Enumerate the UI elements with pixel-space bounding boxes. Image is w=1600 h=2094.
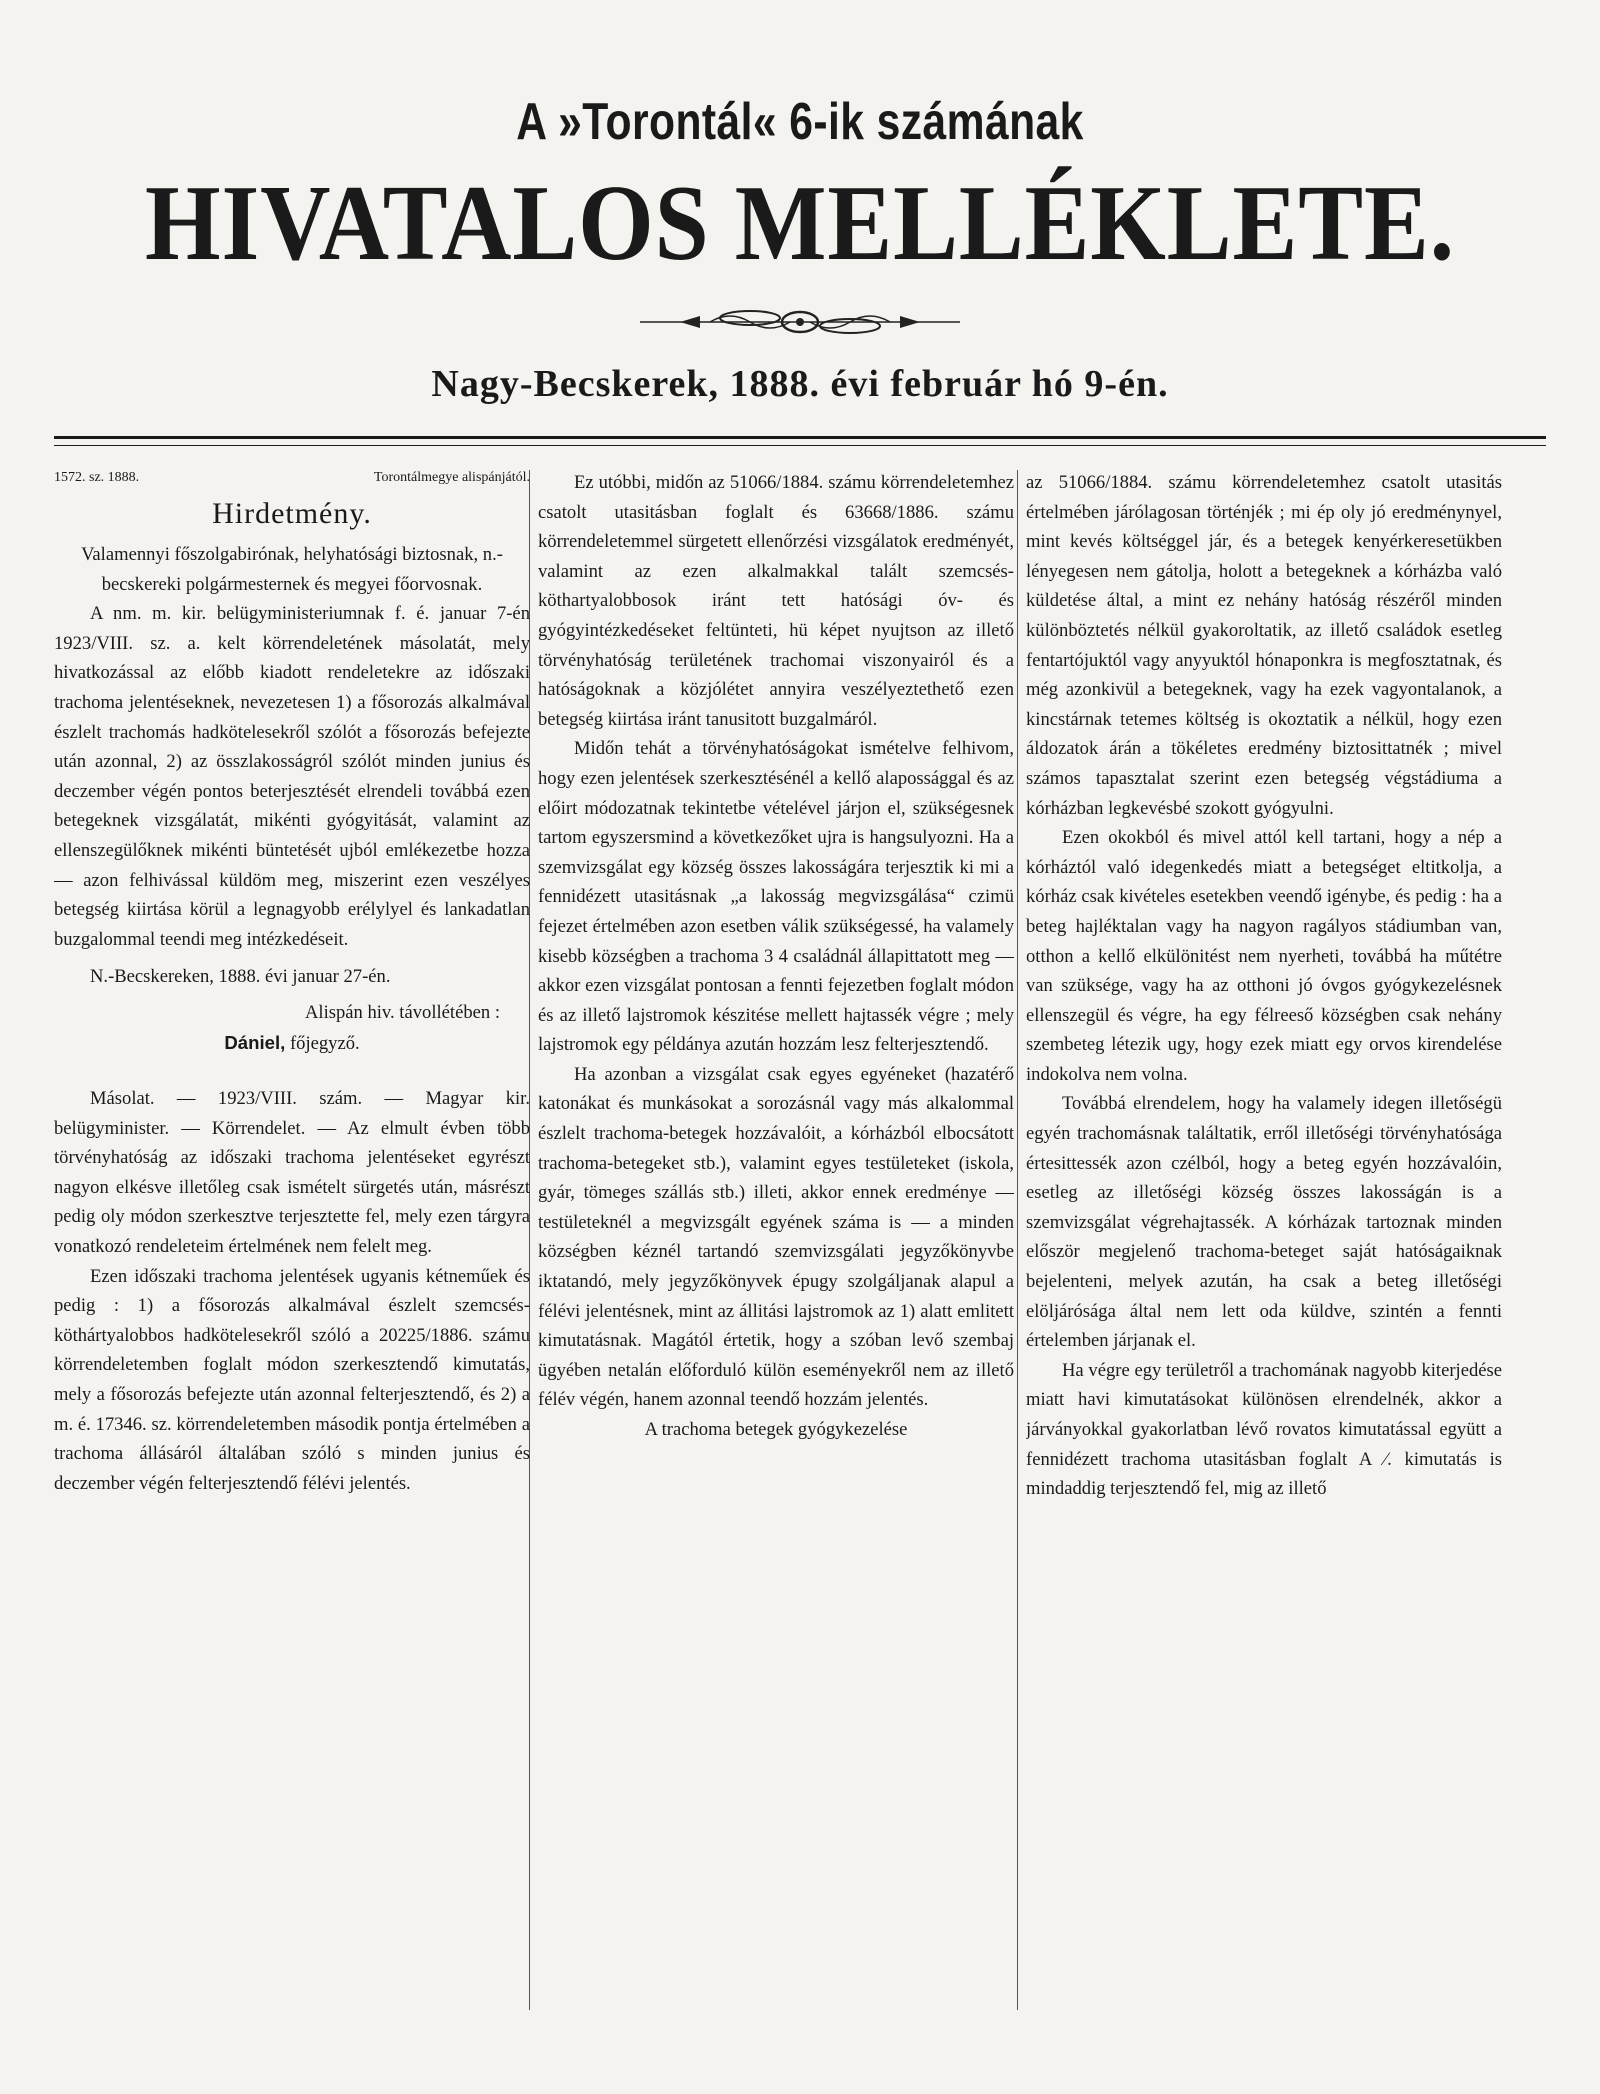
column-divider	[1017, 470, 1018, 2010]
signature-title: főjegyző.	[289, 1032, 360, 1054]
decree-paragraph: Ha azonban a vizsgálat csak egyes egyéneket (hazatérő katonákat és munkásokat a sorozásnál vagy más alkalommal észlelt trachoma-betegek hozzávalóit, a kórházból elbocsátott trachoma-betegeket stb.), valamint egyes testületeket (iskola, gyár, tömeges szállás stb.) illeti, akkor ennek eredménye — testületeknél a megvizsgált egyének száma is — a minden községben kéznél tartandó szemvizsgálati jegyzőkönyvbe iktatandó, mely jegyzőkönyvek épugy szolgáljanak alapul a félévi jelentésnek, mint az állitási lajstromok az 1) alatt emlitett kimutatásnak. Magától értetik, hogy a szóban levő szembaj ügyében netalán előforduló külön eseményekről nem az illető félév végén, hanem azonnal teendő hozzám jelentés.	[538, 1063, 1014, 1411]
copy-heading: Másolat. — 1923/VIII. szám. — Magyar kir. belügyminister. — Körrendelet. — Az elmult évben több törvényhatóság az időszaki trachoma jelentéseket egyrészt nagyon elkésve illetőleg csak ismételt sürgetés után, másrészt pedig oly módon szerkesztve terjesztette fel, mely ezen tárgyra vonatkozó rendeleteim értelmének nem felelt meg.	[54, 1088, 530, 1258]
reference-source: Torontálmegye alispánjától.	[373, 470, 530, 485]
decree-paragraph: Midőn tehát a törvényhatóságokat ismételve felhivom, hogy ezen jelentések szerkesztésénél a kellő alapossággal és az előirt módozatnak tekintetbe vételével járjon el, szükségesnek tartom egyszersmind a következőket ujra is hangsulyozni. Ha a szemvizsgálat egy község összes lakosságára terjesztik ki mi a fennidézett utasitásnak „a lakosság megvizsgálása“ czimü fejezet értelmében azon esetben válik szükségessé, ha valamely kisebb községben a trachoma 3 4 családnál állapittatott meg — akkor ezen vizsgálat pontosan a fennti fejezetben foglalt módon és az illető lajstromok készitése mellett hajtassék végre ; mely lajstromok egy példánya azután hozzám lesz felterjesztendő.	[538, 738, 1014, 1056]
column-2	[538, 468, 1014, 2028]
dateline: Nagy-Becskerek, 1888. évi február hó 9-én.	[431, 363, 1169, 405]
spacer	[54, 1058, 530, 1084]
announcement-body: A nm. m. kir. belügyministeriumnak f. é. januar 7-én 1923/VIII. sz. a. kelt körrendeletének másolatát, mely hivatkozással az előbb kiadott rendeletekre az időszaki trachoma jelentéseknek, nevezetesen 1) a fősorozás alkalmával észlelt trachomás hadkötelesekről szólót a fősorozás befejezte után azonnal, 2) az összlakosságról szólót minden junius és deczember végén pontos beterjesztését elrendeli továbbá ezen betegeknek vizsgálatát, mikénti gyógyitását, valamint az ellenszegülőknek mikénti büntetését ujból emlékezetbe hozza — azon felhivással küldöm meg, miszerint ezen veszélyes betegség kiirtása körül a legnagyobb erélylyel és lankadatlan buzgalommal teendi meg intézkedéseit.	[54, 603, 530, 950]
decree-paragraph: Ezen okokból és mivel attól kell tartani, hogy a nép a kórháztól való idegenkedés miatt a betegséget eltitkolja, a kórház csak kivételes esetekben veendő igénybe, és pedig : ha a beteg hajléktalan vagy ha nagyon ragályos stádiumban van, otthon a kellő elkülönitést nem nyerheti, továbbá ha műtétre van szüksége, vagy ha az otthoni jó óvgos gyógykezelésnek ellenszegül és végre, ha egy félreeső községben csak nehány szembeteg létezik ugy, hogy ezek miatt egy orvos kirendelése indokolva nem volna.	[1026, 827, 1502, 1085]
column-3	[1026, 468, 1502, 2028]
supertitle: A »Torontál« 6-ik számának	[516, 93, 1084, 151]
decree-paragraph: az 51066/1884. számu körrendeletemhez csatolt utasitás értelmében járólagosan történjék ; mi ép oly jó eredménynyel, mint kevés költséggel jár, és a betegek kenyérkeresetükben lényegesen nem gátolja, holott a betegeknek a kórházba való küldetése által, a mint ez nehány hatóság részéről minden különböztetés nélkül gyakoroltatik, az illető családok esetleg fentartójuktól vagy anyyuktól hónaponkra is megfosztatnak, és még azonkivül a betegeknek, vagy ha ezek vagyontalanok, a kincstárnak tetemes költség is okoztatik a nélkül, hogy ezen áldozatok árán a tökéletes eredmény biztosittatnék ; mivel számos tapasztalat szerint ezen betegség végstádiuma a kórházban legkevésbé szokott gyógyulni.	[1026, 472, 1502, 819]
reference-number: 1572. sz. 1888.	[54, 470, 140, 485]
page-title: HIVATALOS MELLÉKLETE.	[145, 164, 1455, 283]
announcement-address: Valamennyi főszolgabirónak, helyhatósági biztosnak, n.-becskereki polgármesternek és megyei főorvosnak.	[81, 544, 503, 595]
reference-line	[54, 468, 530, 488]
treatment-heading: A trachoma betegek gyógykezelése	[644, 1419, 908, 1440]
ornament-divider-icon	[640, 306, 960, 338]
signature-name: Dániel,	[224, 1031, 286, 1053]
decree-paragraph: Ha végre egy területről a trachomának nagyobb kiterjedése miatt havi kimutatásokat különösen elrendelnék, akkor a járványokkal gyakorlatban lévő rovatos kimutatással együtt a fennidézett trachoma utasitásban foglalt A ⁄. kimutatás is mindaddig terjesztendő fel, mig az illető	[1026, 1359, 1502, 1500]
header-rule-thick	[54, 436, 1546, 439]
signature-line: Alispán hiv. távollétében :	[304, 1001, 500, 1023]
decree-paragraph: Továbbá elrendelem, hogy ha valamely idegen illetőségü egyén trachomásnak találtatik, erről illetőségi törvényhatósága értesittessék azon czélból, hogy a beteg egyén hozzávalóin, esetleg az illetőségi község összes lakosságán is a szemvizsgálat végrehajtassék. A kórházak tartoznak minden először megjelenő trachoma-beteget saját hatóságaiknak bejelenteni, melyek azután, ha csak a beteg illetőségi elöljárósága által nem lett oda küldve, szintén a fennti értelemben járjanak el.	[1026, 1093, 1502, 1352]
decree-paragraph: Ez utóbbi, midőn az 51066/1884. számu körrendeletemhez csatolt utasitásban foglalt és 63668/1886. számu körrendeletemmel sürgetett ellenőrzési vizsgálatok eredményét, valamint az ezen alkalmakkal talált szemcsés-köthartyalobbosok iránt tett hatósági óv- és gyógyintézkedéseket feltünteti, hü képet nyujtson az illető törvényhatóság területének trachomai viszonyairól és a hatóságoknak a közjólétet annyira veszélyeztethető ezen betegség kiirtása iránt tanusitott buzgalmáról.	[538, 472, 1014, 730]
header-rule-thin	[54, 445, 1546, 446]
decree-paragraph: Ezen időszaki trachoma jelentések ugyanis kétneműek és pedig : 1) a fősorozás alkalmával észlelt szemcsés-köthártyalobbos hadkötelesekről szóló a 20225/1886. számu körrendeletemben foglalt módon szerkesztendő kimutatás, mely a fősorozás befejezte után azonnal felterjesztendő, és 2) a m. é. 17346. sz. körrendeletemben második pontja értelmében a trachoma állásáról általában szóló s minden junius és deczember végén felterjesztendő félévi jelentés.	[54, 1265, 530, 1494]
signature	[54, 1028, 530, 1059]
place-date: N.-Becskereken, 1888. évi januar 27-én.	[90, 966, 391, 988]
announcement-heading: Hirdetmény.	[212, 497, 372, 530]
column-1	[54, 468, 530, 2028]
